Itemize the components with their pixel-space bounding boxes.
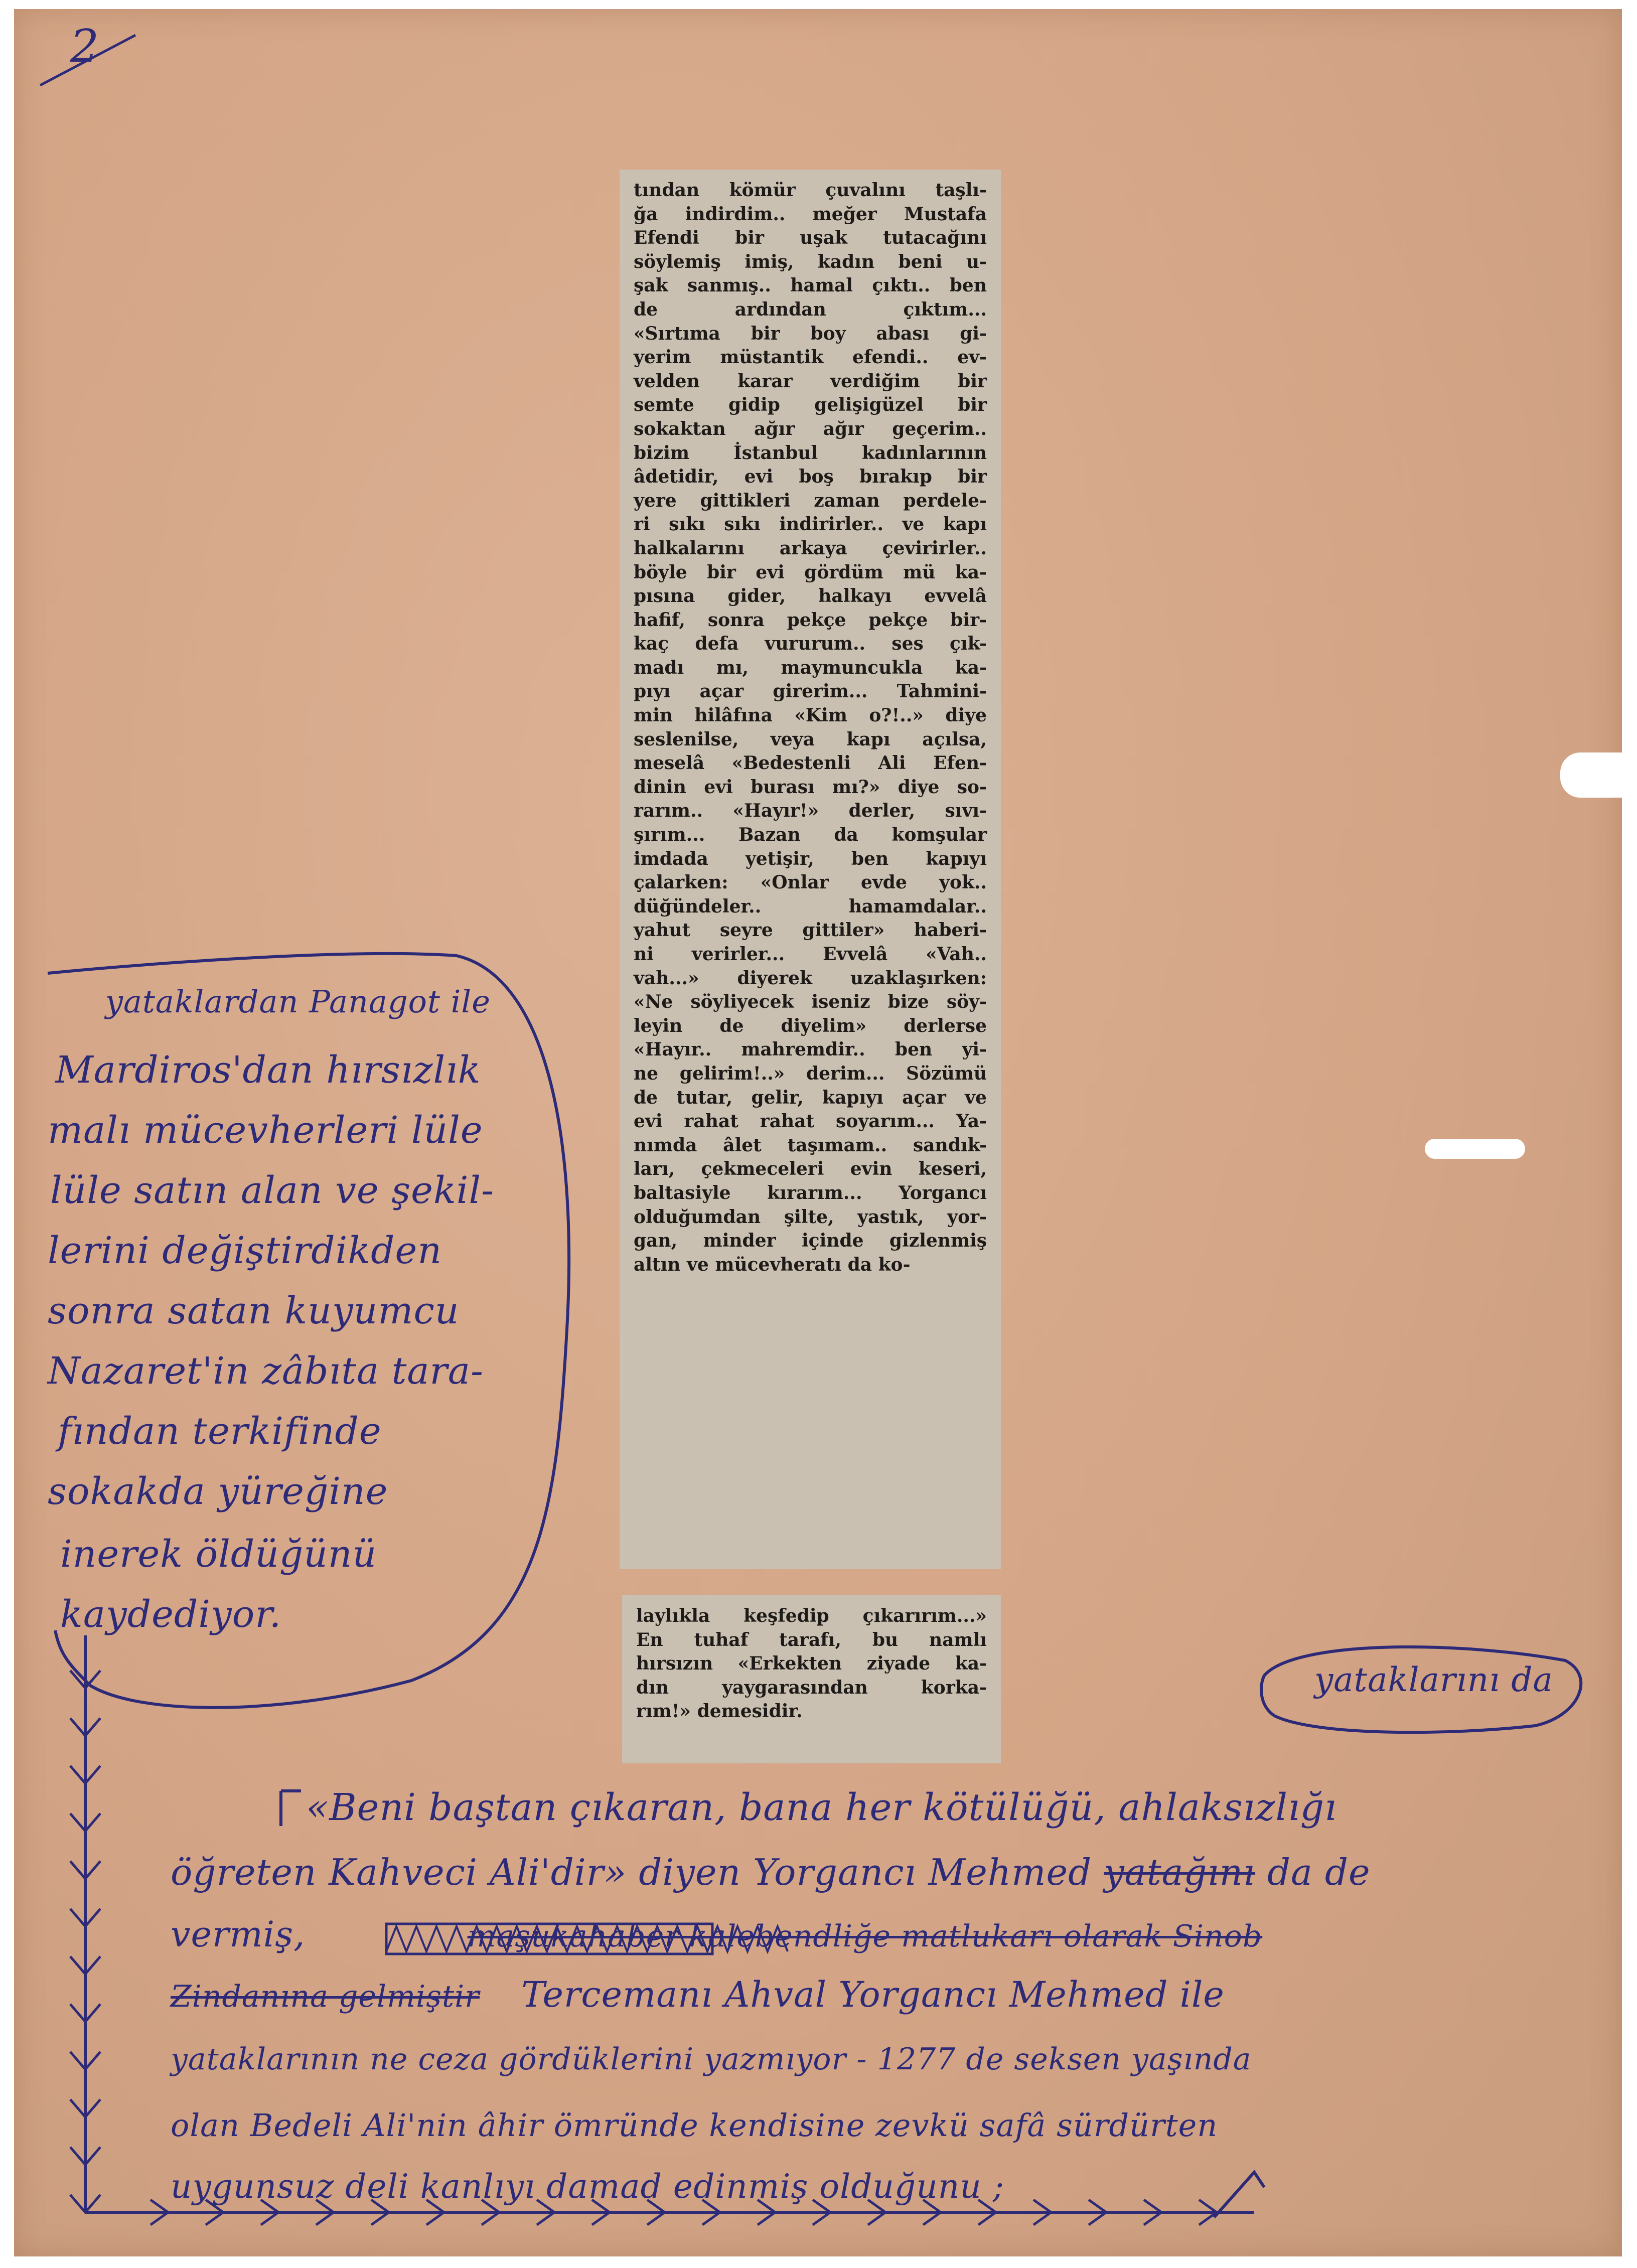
clipping-line: de ardından çıktım... <box>634 298 987 320</box>
clipping-line: yere gittikleri zaman perdele- <box>634 490 987 511</box>
clipping-line: yahut seyre gittiler» haberi- <box>634 920 987 941</box>
margin-note-line-1: yataklardan Panagot ile <box>105 983 491 1020</box>
clipping-line: düğündeler.. hamamdalar.. <box>634 895 987 917</box>
clipping-line: «Hayır.. mahremdir.. ben yi- <box>634 1039 987 1061</box>
clipping-line: min hilâfına «Kim o?!..» diye <box>634 705 987 726</box>
clipping-line: semte gidip gelişigüzel bir <box>634 394 987 416</box>
clipping-line: meselâ «Bedestenli Ali Efen- <box>634 752 987 774</box>
main-note-line-2-end: da de <box>1267 1851 1371 1893</box>
main-note-line-2 <box>171 1851 1371 1893</box>
clipping-line: çalarken: «Onlar evde yok.. <box>634 872 987 893</box>
clipping-line: ğa indirdim.. meğer Mustafa <box>634 203 987 225</box>
margin-note-line-9: sokakda yüreğine <box>48 1470 388 1513</box>
clipping-line: hafif, sonra pekçe pekçe bir- <box>634 609 987 631</box>
main-note-line-7: uygunsuz deli kanlıyı damad edinmiş olduğunu ; <box>171 2167 1004 2206</box>
clipping-line: hırsızın «Erkekten ziyade ka- <box>636 1653 987 1675</box>
clipping-line: tından kömür çuvalını taşlı- <box>634 180 987 201</box>
clipping-line: vah...» diyerek uzaklaşırken: <box>634 967 987 989</box>
clipping-line: ları, çekmeceleri evin keseri, <box>634 1158 987 1180</box>
clipping-line: Efendi bir uşak tutacağını <box>634 227 987 249</box>
clipping-line: ni verirler... Evvelâ «Vah.. <box>634 944 987 965</box>
clipping-line: velden karar verdiğim bir <box>634 370 987 392</box>
clipping-line: gan, minder içinde gizlenmiş <box>634 1230 987 1252</box>
main-note-line-4 <box>171 1974 1225 2015</box>
clipping-line: şak sanmış.. hamal çıktı.. ben <box>634 275 987 296</box>
clipping-line: söylemiş imiş, kadın beni u- <box>634 251 987 272</box>
clipping-line: de tutar, gelir, kapıyı açar ve <box>634 1087 987 1108</box>
clipping-line: âdetidir, evi boş bırakıp bir <box>634 466 987 488</box>
main-note-line-3-text: vermiş, <box>171 1914 306 1955</box>
clipping-line: seslenilse, veya kapı açılsa, <box>634 728 987 750</box>
clipping-line: evi rahat rahat soyarım... Ya- <box>634 1111 987 1132</box>
clipping-line: baltasiyle kırarım... Yorgancı <box>634 1182 987 1203</box>
main-note-line-4-struck: Zindanına gelmiştir <box>171 1979 480 2014</box>
clipping-line: pıyı açar girerim... Tahmini- <box>634 681 987 702</box>
main-note-line-3-struck: maşukahaber kalebendliğe matlukarı olarak Sinob <box>467 1919 1263 1954</box>
clipping-line: halkalarını arkaya çevirirler.. <box>634 537 987 559</box>
margin-note-line-5: lerini değiştirdikden <box>48 1229 442 1272</box>
margin-note-line-4: lüle satın alan ve şekil- <box>50 1169 495 1212</box>
margin-note-line-11: kaydediyor. <box>60 1593 282 1636</box>
margin-note-line-10: inerek öldüğünü <box>60 1533 377 1576</box>
main-note-line-5: yataklarının ne ceza gördüklerini yazmıyor - 1277 de seksen yaşında <box>171 2042 1252 2077</box>
clipping-line: yerim müstantik efendi.. ev- <box>634 347 987 368</box>
clipping-line: imdada yetişir, ben kapıyı <box>634 848 987 869</box>
main-note-line-2-text: öğreten Kahveci Ali'dir» diyen Yorgancı Mehmed <box>171 1851 1092 1893</box>
clipping-line: leyin de diyelim» derlerse <box>634 1015 987 1036</box>
clipping-line: laylıkla keşfedip çıkarırım...» <box>636 1605 987 1626</box>
insert-caret-mark <box>281 1791 301 1826</box>
clipping-line: nımda âlet taşımam.. sandık- <box>634 1134 987 1156</box>
clipping-line: ne gelirim!..» derim... Sözümü <box>634 1063 987 1084</box>
margin-note-line-3: malı mücevherleri lüle <box>48 1109 483 1152</box>
clipping-line: madı mı, maymuncukla ka- <box>634 657 987 678</box>
margin-note-line-6: sonra satan kuyumcu <box>48 1289 460 1332</box>
clipping-line: rım!» demesidir. <box>636 1701 803 1722</box>
margin-note-line-2: Mardiros'dan hırsızlık <box>55 1048 481 1092</box>
page-number: 2 <box>70 20 100 73</box>
insert-bubble-text: yataklarını da <box>1314 1660 1553 1699</box>
clipping-line: pısına gider, halkayı evvelâ <box>634 585 987 607</box>
clipping-line: «Ne söyliyecek iseniz bize söy- <box>634 991 987 1013</box>
clipping-line: En tuhaf tarafı, bu namlı <box>636 1629 987 1650</box>
main-note-line-6: olan Bedeli Ali'nin âhir ömründe kendisine zevkü safâ sürdürten <box>171 2107 1218 2144</box>
main-note-line-4-text: Tercemanı Ahval Yorgancı Mehmed ile <box>521 1974 1225 2015</box>
clipping-line: kaç defa vururum.. ses çık- <box>634 633 987 655</box>
main-note-line-2-struck: yatağını <box>1104 1851 1256 1893</box>
arrow-line-end-hook <box>1214 2172 1264 2217</box>
clipping-line: sokaktan ağır ağır geçerim.. <box>634 418 987 439</box>
clipping-line: ri sıkı sıkı indirirler.. ve kapı <box>634 514 987 535</box>
clipping-line: altın ve mücevheratı da ko- <box>634 1254 911 1275</box>
clipping-line: dın yaygarasından korka- <box>636 1677 987 1698</box>
margin-note-line-7: Nazaret'in zâbıta tara- <box>48 1349 484 1393</box>
margin-note-line-8: fından terkifinde <box>58 1410 382 1453</box>
clipping-line: bizim İstanbul kadınlarının <box>634 442 987 464</box>
clipping-line: şırım... Bazan da komşular <box>634 824 987 846</box>
clipping-line: olduğumdan şilte, yastık, yor- <box>634 1206 987 1228</box>
main-note-line-3 <box>171 1914 1262 1955</box>
main-note-line-1: «Beni baştan çıkaran, bana her kötülüğü, ahlaksızlığı <box>306 1786 1337 1829</box>
clipping-line: dinin evi burası mı?» diye so- <box>634 776 987 798</box>
clipping-line: rarım.. «Hayır!» derler, sıvı- <box>634 800 987 822</box>
clipping-line: böyle bir evi gördüm mü ka- <box>634 561 987 583</box>
clipping-line: «Sırtıma bir boy abası gi- <box>634 323 987 344</box>
